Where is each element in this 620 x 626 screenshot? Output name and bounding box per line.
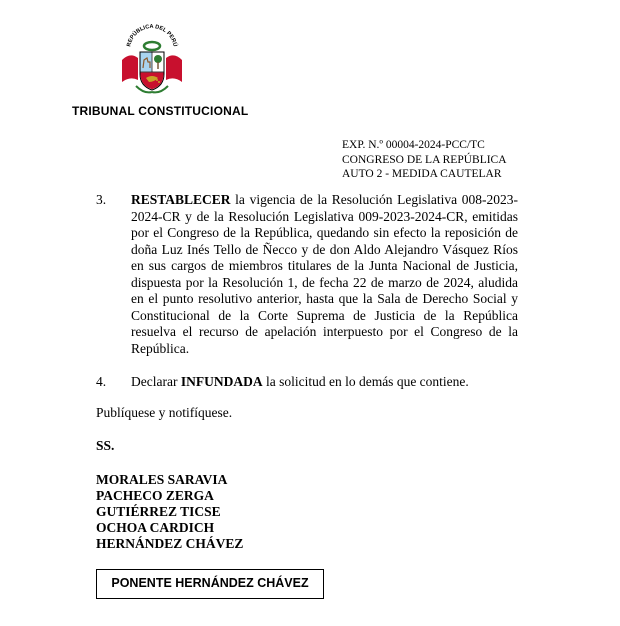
point-prefix: Declarar [131, 374, 181, 389]
point-keyword: INFUNDADA [180, 374, 263, 389]
case-reference [342, 138, 507, 182]
point-text [131, 192, 518, 357]
ponente-box: PONENTE HERNÁNDEZ CHÁVEZ [96, 569, 324, 599]
institution-name: TRIBUNAL CONSTITUCIONAL [72, 104, 249, 118]
point-number: 3. [96, 192, 107, 207]
judge-name: OCHOA CARDICH [96, 520, 215, 535]
case-number: EXP. N.º 00004-2024-PCC/TC [342, 139, 485, 151]
svg-text:REPÚBLICA DEL PERÚ [126, 24, 178, 47]
point-body: la solicitud en lo demás que contiene. [262, 374, 469, 389]
judge-name: PACHECO ZERGA [96, 488, 214, 503]
judge-name: HERNÁNDEZ CHÁVEZ [96, 536, 244, 551]
point-body: la vigencia de la Resolución Legislativa 008-2023-2024-CR y de la Resolución Legislativa 009-2023-2024-CR, emitidas por el Congreso de la República, quedando sin efecto la reposición de doña Luz Inés Tello de Ñecco y de don Aldo Alejandro Vásquez Ríos en sus cargos de miembros titulares de la Junta Nacional de Justicia, dispuesta por la Resolución 1, de fecha 22 de marzo de 2024, aludida en el punto resolutivo anterior, hasta que la Sala de Derecho Social y Constitucional de la Corte Suprema de Justicia de la República resuelva el recurso de apelación interpuesto por el Congreso de la República. [131, 192, 518, 356]
emblem-caption: REPÚBLICA DEL PERÚ [126, 23, 178, 48]
point-keyword: RESTABLECER [131, 192, 231, 207]
judge-name: MORALES SARAVIA [96, 472, 228, 487]
judges-list [96, 472, 243, 552]
signatories-heading: SS. [96, 438, 115, 453]
point-number: 4. [96, 374, 107, 389]
point-text [131, 374, 518, 391]
case-party: CONGRESO DE LA REPÚBLICA [342, 153, 507, 166]
case-type: AUTO 2 - MEDIDA CAUTELAR [342, 168, 502, 180]
resolutive-point-4 [96, 374, 518, 391]
publish-notice: Publíquese y notifíquese. [96, 405, 233, 420]
judge-name: GUTIÉRREZ TICSE [96, 504, 221, 519]
resolutive-point-3 [96, 192, 518, 357]
coat-of-arms-icon [116, 20, 188, 98]
